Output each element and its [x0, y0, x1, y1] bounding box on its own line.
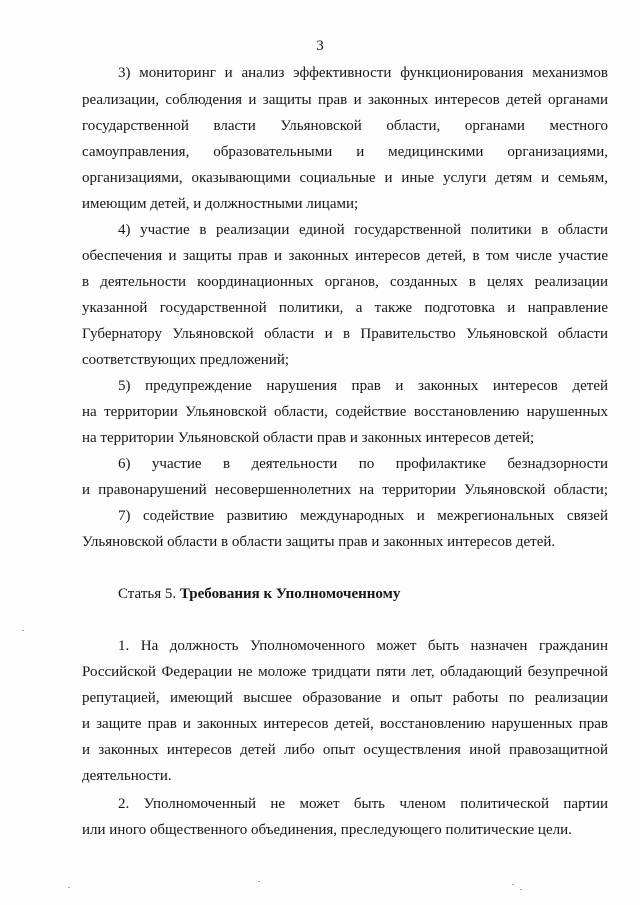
text-line: или иного общественного объединения, преследующего политические цели.	[82, 822, 572, 838]
article-heading	[118, 584, 400, 604]
text-line: указанной государственной политики, а также подготовка и направление	[82, 300, 608, 316]
text-line: Российской Федерации не моложе тридцати пяти лет, обладающий безупречной	[82, 664, 608, 680]
text-line: 3) мониторинг и анализ эффективности функционирования механизмов	[118, 65, 608, 81]
article-prefix: Статья 5.	[118, 586, 180, 602]
text-line: организациями, оказывающими социальные и иные услуги детям и семьям,	[82, 170, 608, 186]
text-line: репутацией, имеющий высшее образование и опыт работы по реализации	[82, 690, 608, 706]
text-line: имеющим детей, и должностными лицами;	[82, 196, 359, 212]
text-line: 7) содействие развитию международных и межрегиональных связей	[118, 508, 608, 524]
page-number: 3	[316, 38, 324, 54]
article-title: Требования к Уполномоченному	[179, 586, 401, 602]
text-line: деятельности.	[82, 768, 172, 784]
text-line: Губернатору Ульяновской области и в Правительство Ульяновской области	[82, 326, 608, 342]
text-line: 1. На должность Уполномоченного может быть назначен гражданин	[118, 638, 608, 654]
text-line: на территории Ульяновской области прав и законных интересов детей;	[82, 430, 535, 446]
scan-speck	[68, 887, 70, 888]
text-line: обеспечения и защиты прав и законных интересов детей, в том числе участие	[82, 248, 608, 264]
text-line: и законных интересов детей либо опыт осуществления иной правозащитной	[82, 742, 608, 758]
text-line: и правонарушений несовершеннолетних на территории Ульяновской области;	[82, 482, 608, 498]
text-line: реализации, соблюдения и защиты прав и законных интересов детей органами	[82, 92, 608, 108]
text-line: государственной власти Ульяновской области, органами местного	[82, 118, 608, 134]
scan-speck	[258, 881, 260, 882]
text-line: в деятельности координационных органов, созданных в целях реализации	[82, 274, 608, 290]
text-line: Ульяновской области в области защиты прав и законных интересов детей.	[82, 534, 556, 550]
text-line: и защите прав и законных интересов детей, восстановлению нарушенных прав	[82, 716, 608, 732]
text-line: 2. Уполномоченный не может быть членом политической партии	[118, 796, 608, 812]
scan-speck	[520, 889, 522, 890]
text-line: самоуправления, образовательными и медицинскими организациями,	[82, 144, 608, 160]
text-line: 5) предупреждение нарушения прав и законных интересов детей	[118, 378, 608, 394]
text-line: соответствующих предложений;	[82, 352, 290, 368]
scan-speck	[512, 884, 514, 885]
scan-speck	[22, 630, 24, 631]
text-line: 4) участие в реализации единой государственной политики в области	[118, 222, 608, 238]
text-line: 6) участие в деятельности по профилактике безнадзорности	[118, 456, 608, 472]
text-line: на территории Ульяновской области, содействие восстановлению нарушенных	[82, 404, 608, 420]
